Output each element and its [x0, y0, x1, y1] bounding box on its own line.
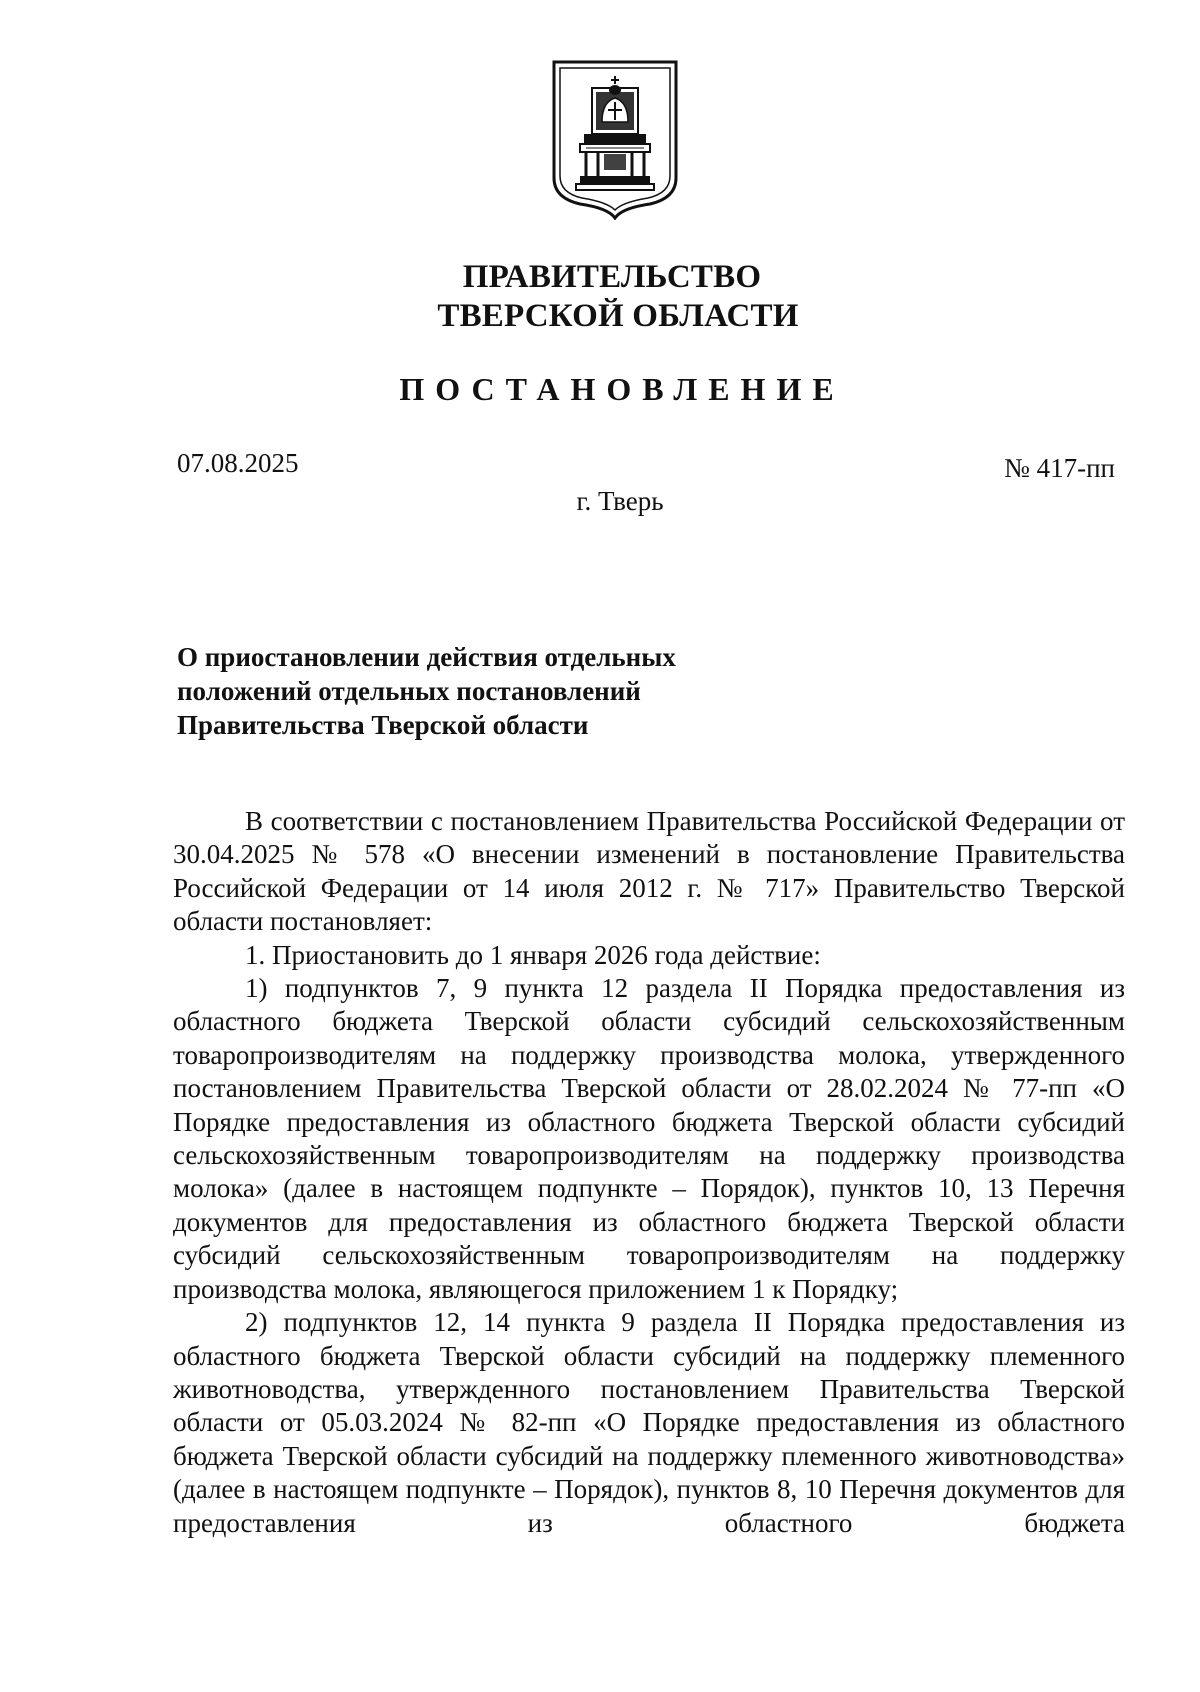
government-name-line2: ТВЕРСКОЙ ОБЛАСТИ	[437, 298, 799, 334]
subject-line: О приостановлении действия отдельных	[177, 642, 676, 672]
body-paragraph-subitem1: 1) подпунктов 7, 9 пункта 12 раздела II Порядка предоставления из областного бюджета Тверской области субсидий сельскохозяйственным товаропроизводителям на поддержку производства молока, утвержденного постановлением Правительства Тверской области от 28.02.2024 № 77-пп «О Порядке предоставления из областного бюджета Тверской области субсидий сельскохозяйственным товаропроизводителям на поддержку производства молока» (далее в настоящем подпункте – Порядок), пунктов 10, 13 Перечня документов для предоставления из областного бюджета Тверской области субсидий сельскохозяйственным товаропроизводителям на поддержку производства молока, являющегося приложением 1 к Порядку;	[173, 973, 1125, 1304]
tver-coat-of-arms-emblem	[550, 58, 680, 220]
decree-subject	[177, 640, 777, 742]
body-paragraph-item1: 1. Приостановить до 1 января 2026 года действие:	[245, 939, 821, 970]
decree-number: № 417-пп	[1004, 453, 1115, 483]
decree-title: ПОСТАНОВЛЕНИЕ	[399, 371, 845, 407]
body-paragraph-intro: В соответствии с постановлением Правительства Российской Федерации от 30.04.2025 № 578 «О внесении изменений в постановление Правительства Российской Федерации от 14 июля 2012 г. № 717» Правительство Тверской области постановляет:	[173, 806, 1125, 937]
body-paragraph-subitem2: 2) подпунктов 12, 14 пункта 9 раздела II Порядка предоставления из областного бюджета Тверской области субсидий на поддержку племенного животноводства, утвержденного постановлением Правительства Тверской области от 05.03.2024 № 82-пп «О Порядке предоставления из областного бюджета Тверской области субсидий на поддержку племенного животноводства» (далее в настоящем подпункте – Порядок), пунктов 8, 10 Перечня документов для предоставления из областного бюджета	[173, 1307, 1125, 1538]
subject-line: положений отдельных постановлений	[177, 676, 641, 706]
decree-city: г. Тверь	[576, 486, 664, 516]
subject-line: Правительства Тверской области	[177, 710, 589, 740]
government-name-line1: ПРАВИТЕЛЬСТВО	[462, 259, 762, 295]
decree-body	[173, 805, 1125, 1540]
decree-date: 07.08.2025	[177, 448, 299, 478]
